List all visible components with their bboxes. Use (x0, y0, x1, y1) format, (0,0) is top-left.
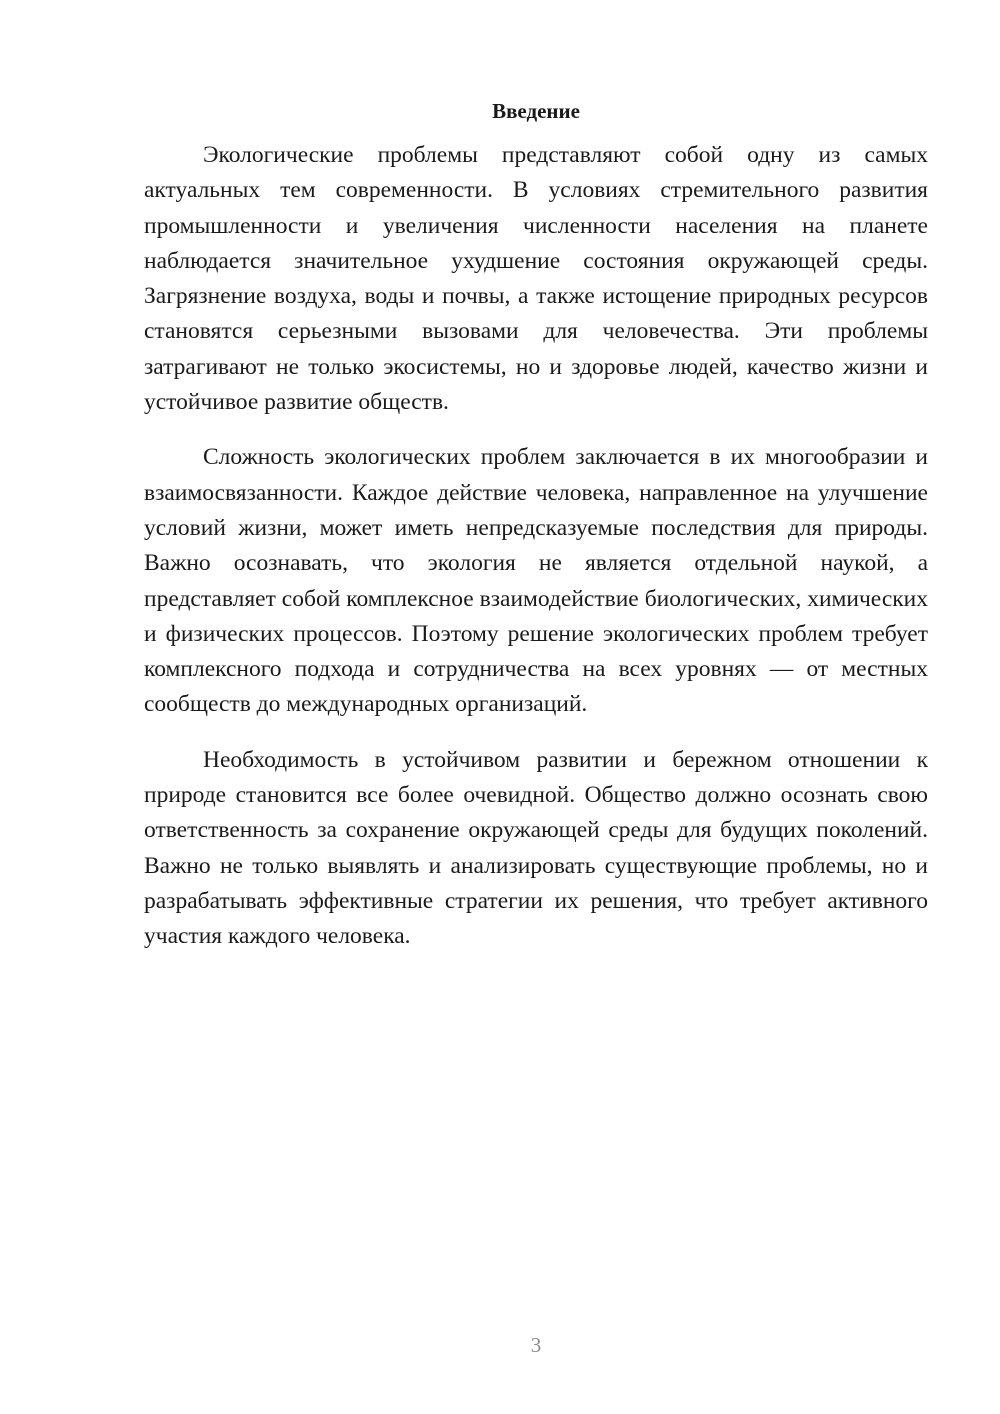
paragraph-3: Необходимость в устойчивом развитии и бережном отношении к природе становится все более очевидной. Общество должно осознать свою ответственность за сохранение окружающей среды для будущих поколений. Важно не только выявлять и анализировать существующие проблемы, но и разрабатывать эффективные стратегии их решения, что требует активного участия каждого человека. (144, 746, 928, 950)
section-heading: Введение (492, 99, 580, 123)
paragraph-2: Сложность экологических проблем заключается в их многообразии и взаимосвязанности. Каждое действие человека, направленное на улучшение условий жизни, может иметь непредсказуемые последствия для природы. Важно осознавать, что экология не является отдельной наукой, а представляет собой комплексное взаимодействие биологических, химических и физических процессов. Поэтому решение экологических проблем требует комплексного подхода и сотрудничества на всех уровнях — от местных сообществ до международных организаций. (144, 444, 928, 718)
paragraph-1: Экологические проблемы представляют собой одну из самых актуальных тем современности. В условиях стремительного развития промышленности и увеличения численности населения на планете наблюдается значительное ухудшение состояния окружающей среды. Загрязнение воздуха, воды и почвы, а также истощение природных ресурсов становятся серьезными вызовами для человечества. Эти проблемы затрагивают не только экосистемы, но и здоровье людей, качество жизни и устойчивое развитие обществ. (144, 142, 928, 416)
page-number: 3 (530, 1333, 542, 1357)
page-content (144, 96, 928, 955)
